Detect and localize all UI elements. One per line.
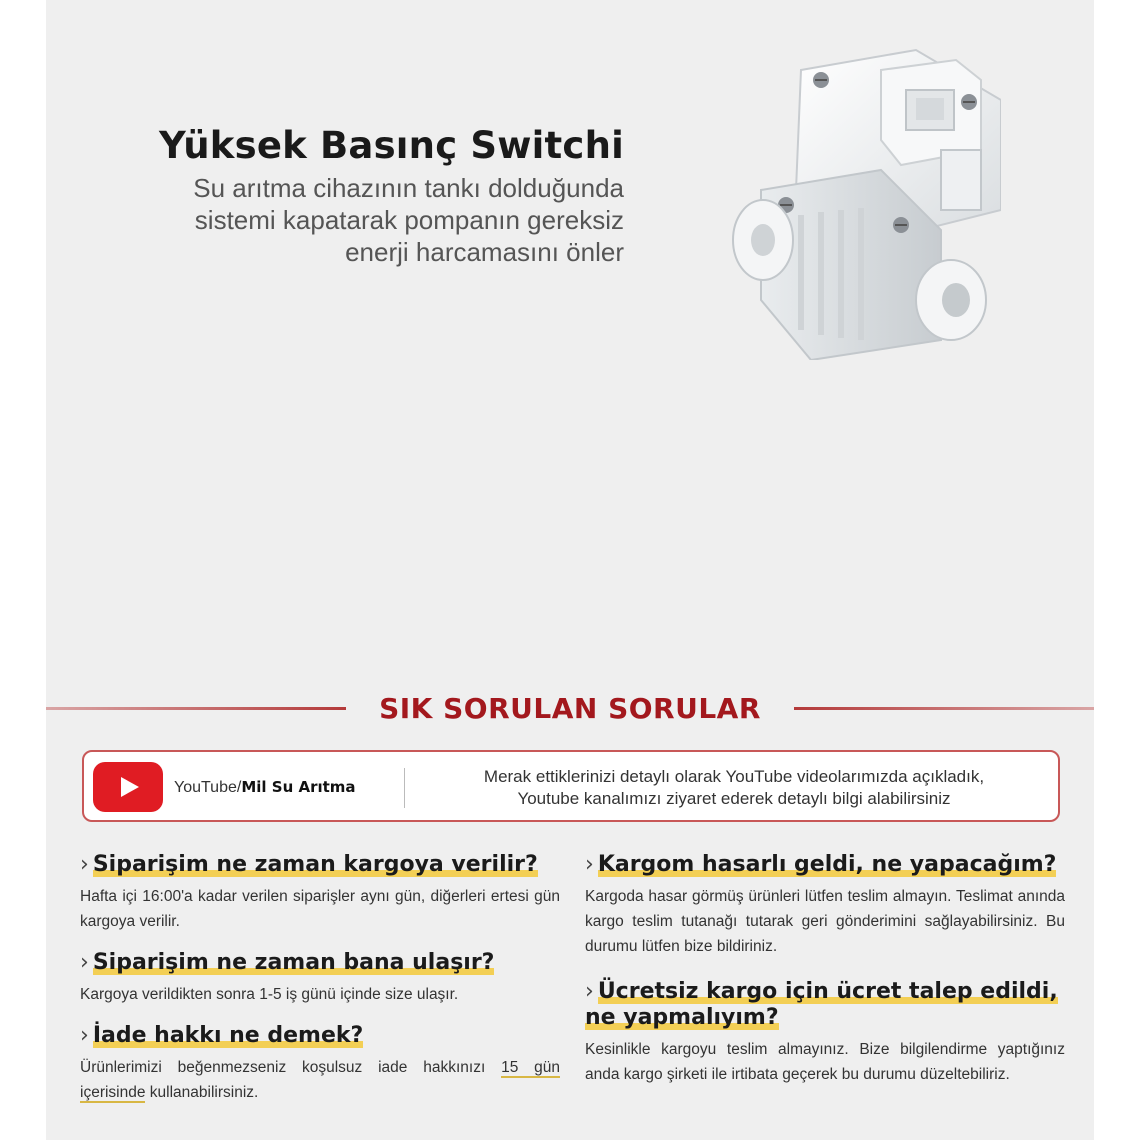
faq-answer: Hafta içi 16:00'a kadar verilen siparişler aynı gün, diğerleri ertesi gün kargoya verilir. (80, 888, 560, 930)
hero-desc-line: enerji harcamasını önler (345, 237, 624, 267)
hero-description (64, 172, 624, 268)
faq-item (585, 852, 1065, 959)
chevron-right-icon: › (80, 950, 89, 975)
youtube-channel-label[interactable] (174, 778, 356, 797)
faq-question[interactable]: › İade hakkı ne demek? (80, 1023, 364, 1048)
faq-question[interactable]: › Siparişim ne zaman kargoya verilir? (80, 852, 538, 877)
youtube-prefix: YouTube/ (174, 779, 242, 796)
chevron-right-icon: › (585, 852, 594, 877)
product-detail-panel (46, 0, 1094, 1140)
faq-answer: Kesinlikle kargoyu teslim almayınız. Bize bilgilendirme yaptığınız anda kargo şirketi ile irtibata geçerek bu durumu düzeltebiliriz. (585, 1041, 1065, 1083)
faq-answer: Kargoya verildikten sonra 1-5 iş günü içinde size ulaşır. (80, 986, 459, 1003)
youtube-message (414, 766, 1054, 810)
faq-question[interactable]: › Ücretsiz kargo için ücret talep edildi, ne yapmalıyım? (585, 979, 1058, 1030)
highlighted-period: 15 gün içerisinde (80, 1059, 560, 1101)
faq-column-left (80, 852, 560, 1121)
hero-desc-line: sistemi kapatarak pompanın gereksiz (194, 205, 624, 235)
faq-column-right (585, 852, 1065, 1103)
youtube-banner[interactable] (82, 750, 1060, 822)
faq-item (80, 950, 560, 1007)
pressure-switch-image (701, 40, 1001, 360)
hero-title: Yüksek Basınç Switchi (158, 124, 624, 167)
faq-item (585, 979, 1065, 1087)
hero-text (64, 124, 624, 268)
youtube-message-line: Youtube kanalımızı ziyaret ederek detaylı bilgi alabilirsiniz (517, 789, 951, 808)
faq-item (80, 1023, 560, 1105)
youtube-play-icon[interactable] (93, 762, 163, 812)
chevron-right-icon: › (80, 852, 89, 877)
faq-title: SIK SORULAN SORULAR (379, 692, 761, 725)
faq-header (46, 688, 1094, 730)
faq-question[interactable]: › Kargom hasarlı geldi, ne yapacağım? (585, 852, 1057, 877)
faq-question[interactable]: › Siparişim ne zaman bana ulaşır? (80, 950, 495, 975)
chevron-right-icon: › (80, 1023, 89, 1048)
youtube-channel-name: Mil Su Arıtma (241, 778, 356, 796)
youtube-message-line: Merak ettiklerinizi detaylı olarak YouTube videolarımızda açıkladık, (483, 767, 985, 786)
faq-answer: Ürünlerimizi beğenmezseniz koşulsuz iade hakkınızı 15 gün içerisinde kullanabilirsiniz. (80, 1059, 560, 1101)
hero-desc-line: Su arıtma cihazının tankı dolduğunda (193, 173, 624, 203)
chevron-right-icon: › (585, 979, 594, 1004)
youtube-separator (404, 768, 405, 808)
faq-item (80, 852, 560, 934)
faq-answer: Kargoda hasar görmüş ürünleri lütfen teslim almayın. Teslimat anında kargo teslim tutanağı tutarak geri gönderimini sağlayabilirsiniz. Bu durumu lütfen bize bildiriniz. (585, 888, 1065, 955)
